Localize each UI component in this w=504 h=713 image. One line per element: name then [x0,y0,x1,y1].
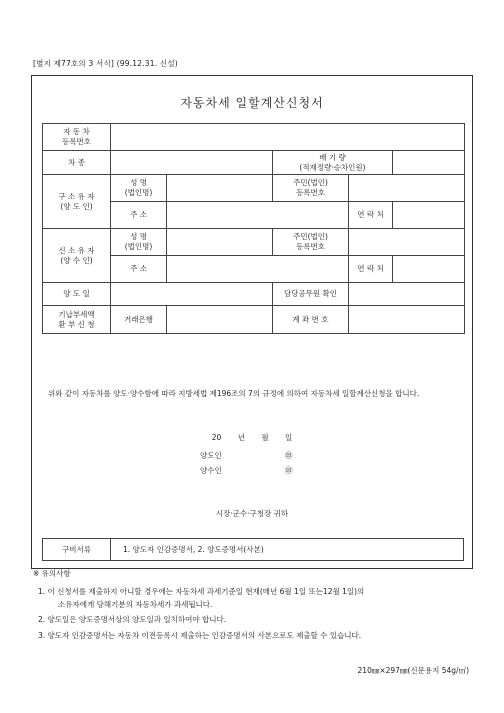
date-line[interactable]: 20 년 월 일 [211,433,293,442]
notes-title: ※ 유의사항 [33,569,71,578]
transferee-address-label: 주 소 [111,256,167,283]
transferee-id-field[interactable] [349,229,465,256]
transferee-name-label: 성 명 (법인명) [111,229,167,256]
transferor-id-label: 주민(법인) 등록번호 [273,175,349,202]
assignee-seal[interactable]: ㊞ [285,466,293,475]
docs-value: 1. 양도자 인감증명서, 2. 양도증명서(사본) [111,539,464,561]
transferor-name-field[interactable] [167,175,273,202]
transferee-label: 신 소 유 자 (양 수 인) [43,229,111,283]
transferor-id-field[interactable] [349,175,465,202]
refund-label: 기납부세액 환 부 신 청 [43,306,111,334]
docs-table [42,538,464,561]
form-header: [별지 제77호의 3 서식] (99.12.31. 신설) [33,59,178,68]
note-2: 2. 양도일은 양도증명서상의 양도일과 일치하여야 합니다. [38,615,227,624]
paper-size-footer: 210㎜×297㎜(신문용지 54g/㎡) [357,666,469,675]
reg-no-label: 자 동 차 등록번호 [43,124,111,151]
form-title: 자동차세 일할계산신청서 [180,96,324,110]
bank-label: 거래은행 [111,306,167,334]
displacement-field[interactable] [393,151,465,175]
account-field[interactable] [349,306,465,334]
transferee-contact-field[interactable] [393,256,465,283]
transferor-label: 구 소 유 자 (양 도 인) [43,175,111,229]
car-type-label: 차 종 [43,151,111,175]
docs-label: 구비서류 [43,539,111,561]
form-table [42,123,465,334]
form-frame [31,75,473,569]
transferor-contact-field[interactable] [393,202,465,229]
transfer-date-field[interactable] [111,283,273,306]
displacement-label: 배 기 량 (적재정량·승차인원) [273,151,393,175]
reg-no-field[interactable] [111,124,465,151]
assignee-label: 양수인 [200,466,222,475]
note-1: 1. 이 신청서를 제출하지 아니할 경우에는 자동차세 과세기준일 현재(매년 6월 1일 또는12월 1일)의 [38,587,365,596]
assignor-seal[interactable]: ㊞ [285,451,293,460]
note-1-cont: 소유자에게 당해기분의 자동차세가 과세됩니다. [58,600,213,609]
note-3: 3. 양도자 인감증명서는 자동차 이전등록시 제출하는 인감증명서의 사본으로도 제출할 수 있습니다. [38,631,362,640]
account-label: 계 좌 번 호 [273,306,349,334]
transferor-name-label: 성 명 (법인명) [111,175,167,202]
transferor-address-field[interactable] [167,202,349,229]
car-type-field[interactable] [111,151,273,175]
transferee-address-field[interactable] [167,256,349,283]
assignor-label: 양도인 [200,451,222,460]
bank-field[interactable] [167,306,273,334]
transferee-id-label: 주민(법인) 등록번호 [273,229,349,256]
transferor-contact-label: 연 락 처 [349,202,393,229]
transfer-date-label: 양 도 일 [43,283,111,306]
transferee-contact-label: 연 락 처 [349,256,393,283]
recipient: 시장·군수·구청장 귀하 [215,509,289,518]
transferee-name-field[interactable] [167,229,273,256]
transferor-address-label: 주 소 [111,202,167,229]
official-check-field[interactable] [349,283,465,306]
declaration-text: 위와 같이 자동차를 양도·양수함에 따라 지방세법 제196조의 7의 규정에 의하여 자동차세 일할계산신청을 합니다. [48,389,420,398]
official-check-label: 담당공무원 확인 [273,283,349,306]
